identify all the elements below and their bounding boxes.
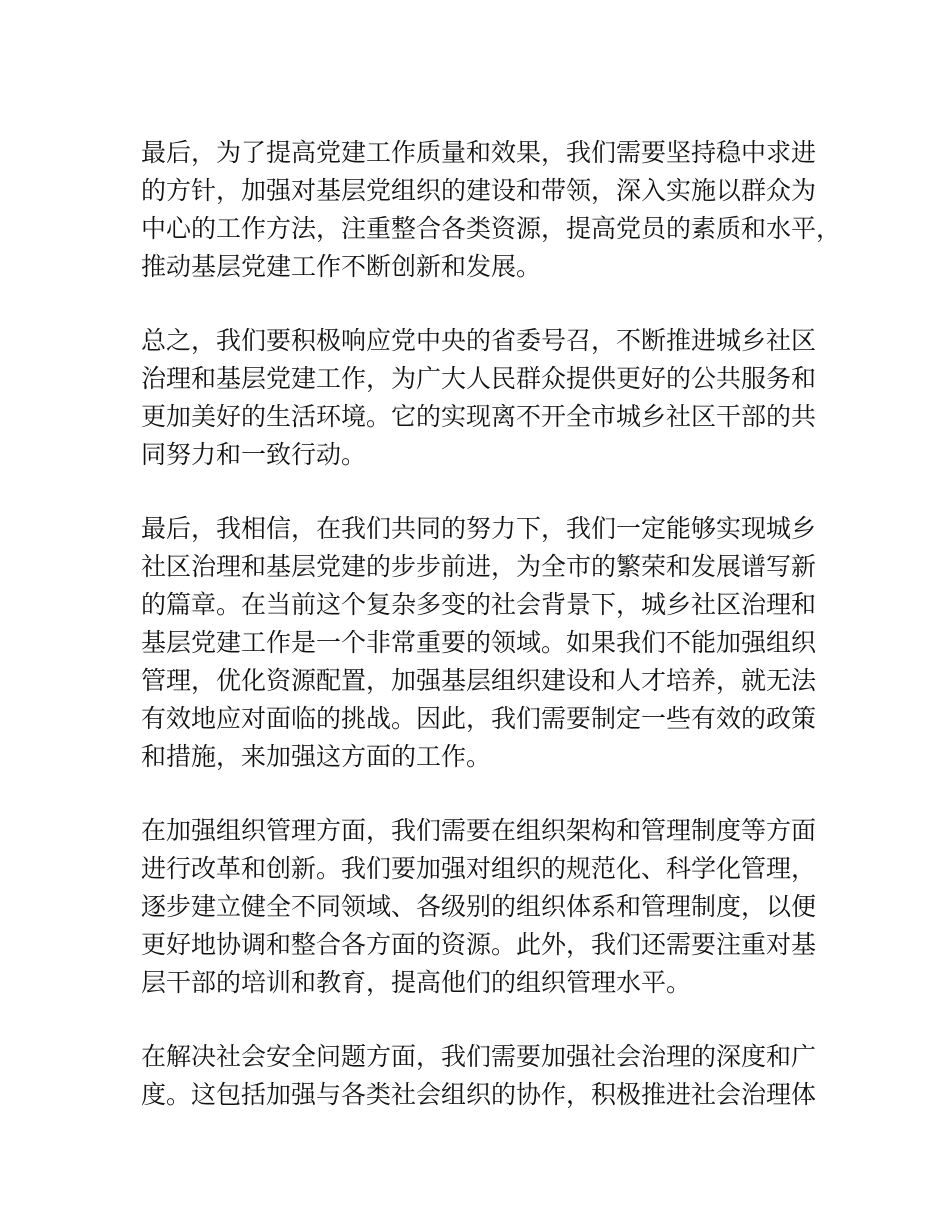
text-line: 层干部的培训和教育，提高他们的组织管理水平。 xyxy=(141,968,692,997)
text-line: 同努力和一致行动。 xyxy=(141,440,367,469)
text-line: 基层党建工作是一个非常重要的领域。如果我们不能加强组织 xyxy=(141,628,817,657)
text-line: 中心的工作方法，注重整合各类资源，提高党员的素质和水平， xyxy=(141,214,842,243)
document-body xyxy=(141,134,842,1150)
text-line: 的方针，加强对基层党组织的建设和带领，深入实施以群众为 xyxy=(141,176,817,205)
text-line: 社区治理和基层党建的步步前进，为全市的繁荣和发展谱写新 xyxy=(141,552,817,581)
paragraph-3 xyxy=(141,510,817,776)
text-line: 总之，我们要积极响应党中央的省委号召，不断推进城乡社区 xyxy=(141,326,817,355)
text-line: 更好地协调和整合各方面的资源。此外，我们还需要注重对基 xyxy=(141,930,817,959)
text-line: 治理和基层党建工作，为广大人民群众提供更好的公共服务和 xyxy=(141,364,817,393)
text-line: 在解决社会安全问题方面，我们需要加强社会治理的深度和广 xyxy=(141,1042,817,1071)
text-line: 进行改革和创新。我们要加强对组织的规范化、科学化管理， xyxy=(141,854,817,883)
text-line: 有效地应对面临的挑战。因此，我们需要制定一些有效的政策 xyxy=(141,704,817,733)
text-line: 和措施，来加强这方面的工作。 xyxy=(141,742,492,771)
text-line: 最后，为了提高党建工作质量和效果，我们需要坚持稳中求进 xyxy=(141,138,817,167)
text-line: 在加强组织管理方面，我们需要在组织架构和管理制度等方面 xyxy=(141,816,817,845)
text-line: 的篇章。在当前这个复杂多变的社会背景下，城乡社区治理和 xyxy=(141,590,817,619)
text-line: 度。这包括加强与各类社会组织的协作，积极推进社会治理体 xyxy=(141,1080,817,1109)
text-line: 管理，优化资源配置，加强基层组织建设和人才培养，就无法 xyxy=(141,666,817,695)
paragraph-4 xyxy=(141,812,817,1002)
text-line: 更加美好的生活环境。它的实现离不开全市城乡社区干部的共 xyxy=(141,402,817,431)
paragraph-1 xyxy=(141,134,842,286)
text-line: 最后，我相信，在我们共同的努力下，我们一定能够实现城乡 xyxy=(141,514,817,543)
text-line: 逐步建立健全不同领域、各级别的组织体系和管理制度，以便 xyxy=(141,892,817,921)
text-line: 推动基层党建工作不断创新和发展。 xyxy=(141,252,542,281)
paragraph-5 xyxy=(141,1038,817,1114)
paragraph-2 xyxy=(141,322,817,474)
